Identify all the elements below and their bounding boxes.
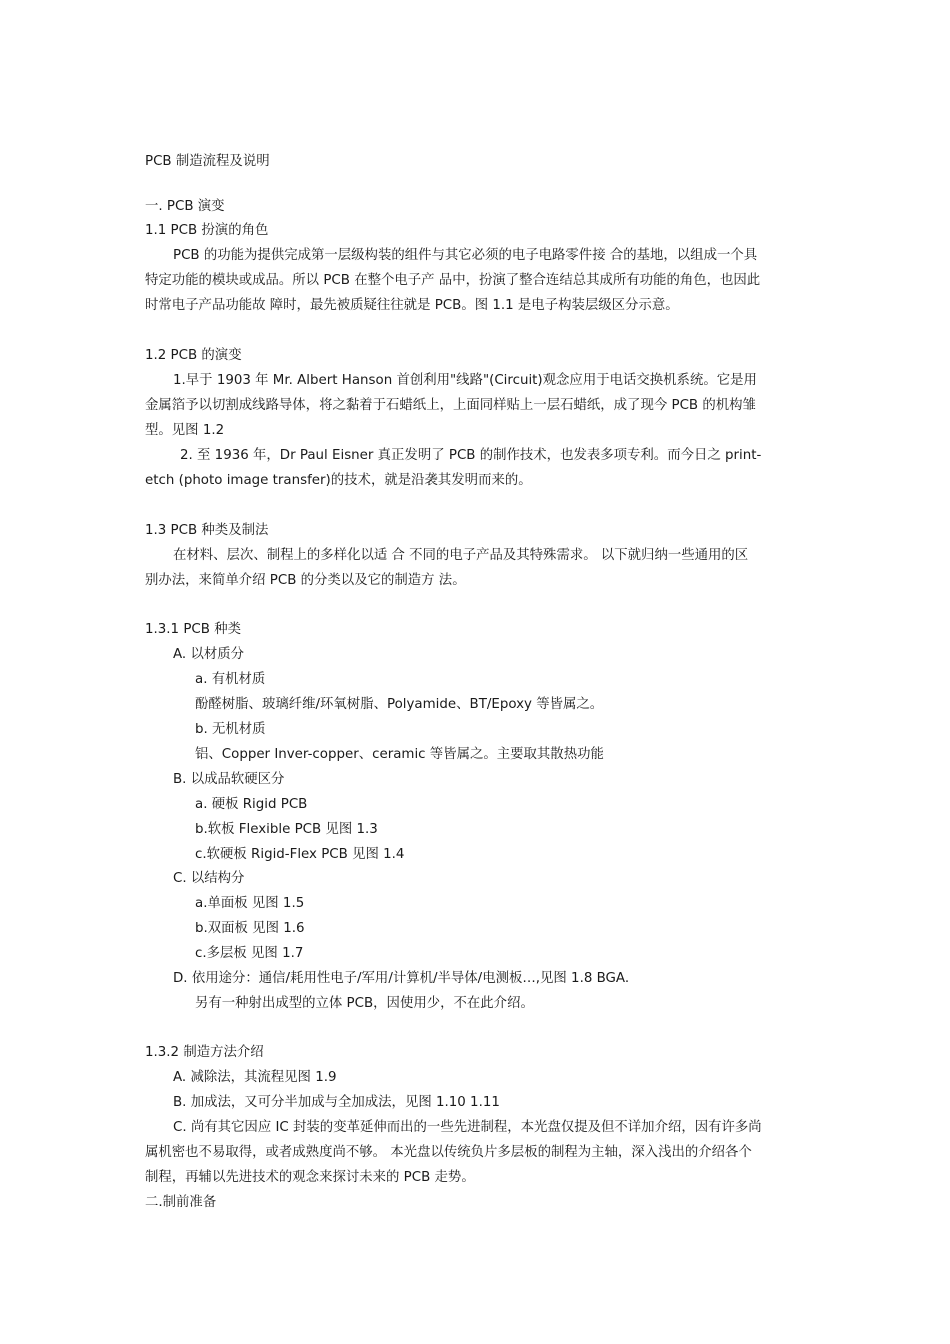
list-item: b. 无机材质 xyxy=(195,722,266,737)
subsection-heading: 1.2 PCB 的演变 xyxy=(145,348,242,363)
paragraph-line: 制程，再辅以先进技术的观念来探讨未来的 PCB 走势。 xyxy=(145,1170,475,1185)
list-item: D. 依用途分：通信/耗用性电子/军用/计算机/半导体/电测板…,见图 1.8 BGA. xyxy=(173,971,630,986)
list-item: b.双面板 见图 1.6 xyxy=(195,921,305,936)
subsection-heading: 1.3.2 制造方法介绍 xyxy=(145,1045,264,1060)
subsection-heading: 1.1 PCB 扮演的角色 xyxy=(145,223,269,238)
paragraph-line: 属机密也不易取得，或者成熟度尚不够。 本光盘以传统负片多层板的制程为主轴，深入浅出的介绍各个 xyxy=(145,1145,752,1160)
list-item: 铝、Copper Inver-copper、ceramic 等皆属之。主要取其散热功能 xyxy=(195,747,604,762)
list-item: a.单面板 见图 1.5 xyxy=(195,896,305,911)
list-item: b.软板 Flexible PCB 见图 1.3 xyxy=(195,822,378,837)
subsection-heading: 1.3.1 PCB 种类 xyxy=(145,622,241,637)
list-item: a. 硬板 Rigid PCB xyxy=(195,797,308,812)
list-item: 酚醛树脂、玻璃纤维/环氧树脂、Polyamide、BT/Epoxy 等皆属之。 xyxy=(195,697,604,712)
document-title: PCB 制造流程及说明 xyxy=(145,154,270,169)
paragraph-line: etch (photo image transfer)的技术，就是沿袭其发明而来的。 xyxy=(145,473,532,488)
list-item: A. 以材质分 xyxy=(173,647,244,662)
paragraph-line: 型。见图 1.2 xyxy=(145,423,225,438)
list-item: A. 减除法，其流程见图 1.9 xyxy=(173,1070,337,1085)
paragraph-line: 金属箔予以切割成线路导体，将之黏着于石蜡纸上，上面同样贴上一层石蜡纸，成了现今 PCB 的机构雏 xyxy=(145,398,756,413)
list-item: 另有一种射出成型的立体 PCB，因使用少，不在此介绍。 xyxy=(195,996,534,1011)
paragraph-line: 在材料、层次、制程上的多样化以适 合 不同的电子产品及其特殊需求。 以下就归纳一些通用的区 xyxy=(173,548,749,563)
list-item: a. 有机材质 xyxy=(195,672,266,687)
paragraph-line: 时常电子产品功能故 障时，最先被质疑往往就是 PCB。图 1.1 是电子构装层级区分示意。 xyxy=(145,298,679,313)
list-item: c.多层板 见图 1.7 xyxy=(195,946,304,961)
list-item: c.软硬板 Rigid-Flex PCB 见图 1.4 xyxy=(195,847,405,862)
paragraph-line: 别办法，来简单介绍 PCB 的分类以及它的制造方 法。 xyxy=(145,573,466,588)
list-item: B. 以成品软硬区分 xyxy=(173,772,285,787)
paragraph-line: PCB 的功能为提供完成第一层级构装的组件与其它必须的电子电路零件接 合的基地，以组成一个具 xyxy=(173,248,758,263)
list-item: C. 以结构分 xyxy=(173,871,245,886)
subsection-heading: 1.3 PCB 种类及制法 xyxy=(145,523,269,538)
paragraph-line: 2. 至 1936 年，Dr Paul Eisner 真正发明了 PCB 的制作技术，也发表多项专利。而今日之 print- xyxy=(180,448,762,463)
paragraph-line: 特定功能的模块或成品。所以 PCB 在整个电子产 品中，扮演了整合连结总其成所有功能的角色，也因此 xyxy=(145,273,761,288)
paragraph-line: 1.早于 1903 年 Mr. Albert Hanson 首创利用"线路"(Circuit)观念应用于电话交换机系统。它是用 xyxy=(173,373,757,388)
section-heading: 一. PCB 演变 xyxy=(145,199,225,214)
list-item: B. 加成法，又可分半加成与全加成法，见图 1.10 1.11 xyxy=(173,1095,500,1110)
section-heading: 二.制前准备 xyxy=(145,1195,217,1210)
paragraph-line: C. 尚有其它因应 IC 封装的变革延伸而出的一些先进制程，本光盘仅提及但不详加介绍，因有许多尚 xyxy=(173,1120,762,1135)
